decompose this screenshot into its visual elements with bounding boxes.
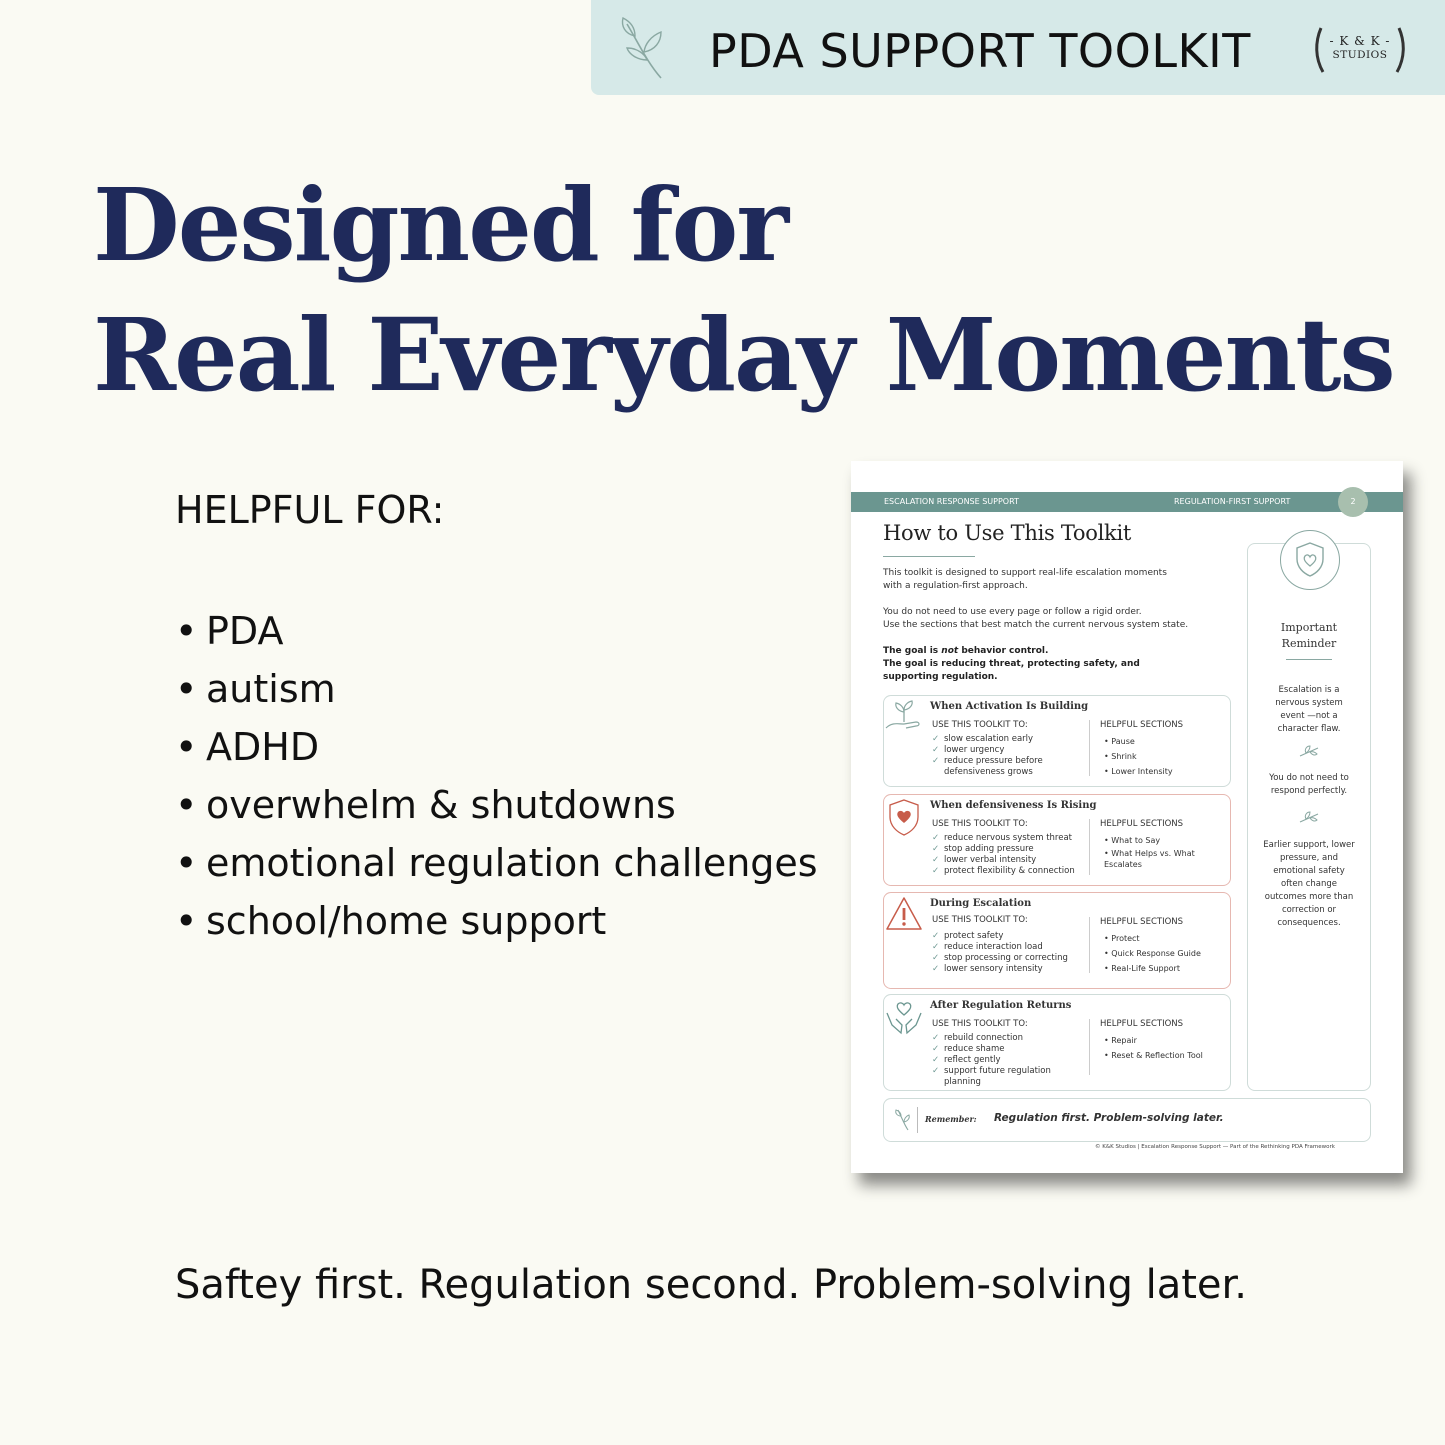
list-item: ✓ slow escalation early (932, 734, 1034, 744)
doc-header-right: REGULATION-FIRST SUPPORT (1174, 497, 1291, 506)
banner-title: PDA SUPPORT TOOLKIT (709, 24, 1251, 78)
leaf-sprig-icon (894, 1108, 912, 1132)
divider (1089, 917, 1090, 973)
divider (1089, 720, 1090, 776)
important-reminder-panel (1247, 543, 1371, 1091)
use-label: USE THIS TOOLKIT TO: (932, 819, 1028, 829)
intro-line: You do not need to use every page or follow a rigid order. (883, 607, 1142, 617)
checklist (932, 931, 1068, 975)
divider (1089, 819, 1090, 875)
list-item: ✓ protect safety (932, 931, 1004, 941)
logo-line-2: STUDIOS (1332, 49, 1388, 61)
sections-label: HELPFUL SECTIONS (1100, 1019, 1184, 1029)
list-item: • Protect (1104, 934, 1140, 943)
leaf-sprig-icon (1298, 810, 1320, 826)
leaf-sprig-icon (617, 14, 673, 82)
headline-line-1: Designed for (93, 166, 788, 284)
list-item: • Repair (1104, 1036, 1137, 1045)
section-list (1104, 734, 1173, 779)
list-item: • overwhelm & shutdowns (175, 783, 676, 827)
use-label: USE THIS TOOLKIT TO: (932, 1019, 1028, 1029)
heart-hands-icon (884, 997, 924, 1037)
list-item: ✓ stop processing or correcting (932, 953, 1068, 963)
list-item: defensiveness grows (944, 767, 1033, 777)
list-item: • PDA (175, 609, 284, 653)
heart-shield-icon (884, 797, 924, 837)
doc-title: How to Use This Toolkit (883, 521, 1132, 545)
list-item: ✓ lower verbal intensity (932, 855, 1037, 865)
card-during-escalation (883, 892, 1231, 989)
reminder-text: Escalation is a nervous system event —not a character flaw. (1275, 685, 1343, 734)
doc-header-left: ESCALATION RESPONSE SUPPORT (884, 497, 1019, 506)
list-item: ✓ reduce shame (932, 1044, 1005, 1054)
card-title: When defensiveness Is Rising (930, 800, 1097, 811)
sections-label: HELPFUL SECTIONS (1100, 720, 1184, 730)
goal-line: supporting regulation. (883, 672, 998, 682)
list-item: • school/home support (175, 899, 607, 943)
list-item: • Pause (1104, 737, 1135, 746)
leaf-sprig-icon (1298, 744, 1320, 760)
goal-line: The goal is reducing threat, protecting safety, and (883, 659, 1140, 669)
doc-header-bar (851, 492, 1403, 512)
helpful-for-list (175, 602, 818, 950)
list-item: ✓ reduce interaction load (932, 942, 1043, 952)
intro-line: This toolkit is designed to support real-life escalation moments (883, 568, 1167, 578)
list-item: ✓ support future regulation (932, 1066, 1051, 1076)
card-title: During Escalation (930, 898, 1032, 909)
helpful-for-label: HELPFUL FOR: (175, 488, 445, 532)
section-list (1104, 931, 1201, 976)
list-item: ✓ lower urgency (932, 745, 1005, 755)
goal-line: The goal is not behavior control. (883, 646, 1049, 656)
card-activation-building (883, 695, 1231, 787)
sections-label: HELPFUL SECTIONS (1100, 819, 1184, 829)
page-number-badge: 2 (1338, 487, 1368, 517)
list-item: ✓ reflect gently (932, 1055, 1001, 1065)
list-item: • Quick Response Guide (1104, 949, 1201, 958)
sections-label: HELPFUL SECTIONS (1100, 917, 1184, 927)
list-item: • What to Say (1104, 836, 1161, 845)
logo-line-1: - K & K - (1329, 34, 1391, 48)
list-item: • Real-Life Support (1104, 964, 1180, 973)
checklist (932, 734, 1043, 778)
checklist (932, 1033, 1051, 1088)
divider (1286, 659, 1332, 660)
list-item: • ADHD (175, 725, 320, 769)
card-defensiveness-rising (883, 794, 1231, 886)
list-item: • What Helps vs. What Escalates (1104, 849, 1195, 869)
headline-line-2: Real Everyday Moments (93, 296, 1394, 414)
tagline: Saftey first. Regulation second. Problem-solving later. (175, 1262, 1247, 1308)
warning-triangle-icon (884, 895, 924, 935)
list-item: ✓ reduce nervous system threat (932, 833, 1073, 843)
list-item: • autism (175, 667, 336, 711)
toolkit-page-preview (851, 461, 1403, 1173)
brand-logo (1313, 22, 1407, 76)
list-item: ✓ reduce pressure before (932, 756, 1043, 766)
list-item: ✓ protect flexibility & connection (932, 866, 1075, 876)
list-item: • Shrink (1104, 752, 1137, 761)
section-list (1104, 833, 1200, 870)
reminder-title: Important Reminder (1280, 621, 1338, 650)
card-title: When Activation Is Building (930, 701, 1089, 712)
header-banner (591, 0, 1445, 95)
remember-box (883, 1098, 1371, 1142)
checklist (932, 833, 1075, 877)
remember-text: Regulation first. Problem-solving later. (994, 1112, 1224, 1124)
card-after-regulation (883, 994, 1231, 1091)
shield-heart-icon (1280, 530, 1340, 590)
sprout-hand-icon (884, 698, 924, 738)
card-title: After Regulation Returns (930, 1000, 1072, 1011)
divider (1089, 1019, 1090, 1075)
intro-line: Use the sections that best match the current nervous system state. (883, 620, 1189, 630)
title-underline (883, 556, 975, 557)
list-item: • Lower Intensity (1104, 767, 1173, 776)
divider (917, 1107, 918, 1133)
reminder-text: You do not need to respond perfectly. (1269, 773, 1349, 796)
reminder-text: Earlier support, lower pressure, and emotional safety often change outcomes more than correction or consequences. (1263, 840, 1355, 928)
list-item: ✓ rebuild connection (932, 1033, 1023, 1043)
list-item: ✓ stop adding pressure (932, 844, 1034, 854)
list-item: • Reset & Reflection Tool (1104, 1051, 1203, 1060)
page-headline (93, 160, 1394, 420)
list-item: ✓ lower sensory intensity (932, 964, 1043, 974)
use-label: USE THIS TOOLKIT TO: (932, 915, 1028, 925)
remember-label: Remember: (925, 1114, 977, 1124)
list-item: planning (944, 1077, 981, 1087)
list-item: • emotional regulation challenges (175, 841, 818, 885)
intro-line: with a regulation-first approach. (883, 581, 1028, 591)
use-label: USE THIS TOOLKIT TO: (932, 720, 1028, 730)
section-list (1104, 1033, 1203, 1063)
doc-footer: © K&K Studios | Escalation Response Support — Part of the Rethinking PDA Framework (1095, 1144, 1335, 1150)
